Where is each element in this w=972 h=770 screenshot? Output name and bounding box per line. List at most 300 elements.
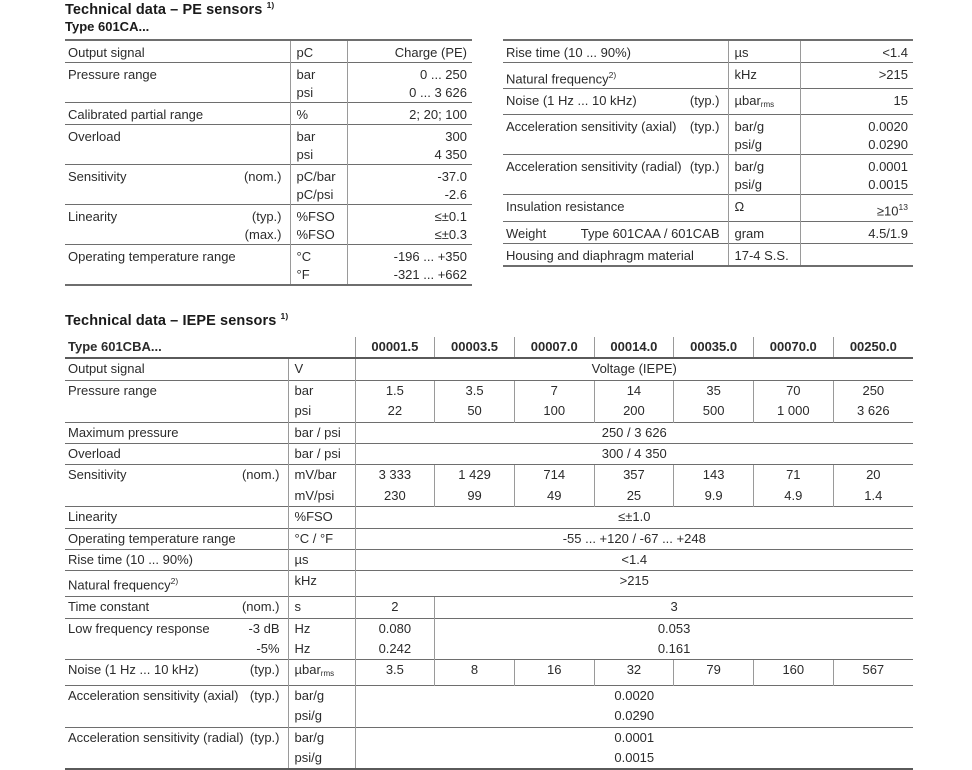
data-cell: 71 [753, 465, 833, 486]
data-cell: 0.080 [355, 618, 435, 639]
row-unit [290, 146, 347, 165]
data-cell: 567 [833, 660, 913, 685]
row-unit [288, 748, 355, 768]
row-label [65, 245, 290, 267]
value-text: -37.0 [437, 169, 467, 184]
unit-text: 17-4 S.S. [734, 247, 789, 263]
unit-text: Hz [294, 620, 311, 636]
data-cell: 49 [514, 486, 594, 507]
row-label [65, 685, 288, 706]
row-note: (max.) [244, 227, 282, 242]
row-unit [290, 186, 347, 205]
footnote-marker: 2) [608, 70, 617, 80]
data-cell: 143 [674, 465, 754, 486]
row-label-text: Acceleration sensitivity (radial) [68, 729, 244, 745]
value-text: -196 ... +350 [393, 249, 467, 264]
data-cell: 3 626 [833, 401, 913, 422]
row-unit [728, 155, 800, 177]
row-label-text: Linearity [68, 209, 118, 224]
row-label [65, 660, 288, 685]
row-label [503, 195, 728, 221]
table-row [65, 528, 913, 549]
row-label-text: Maximum pressure [68, 424, 179, 440]
row-label [503, 136, 728, 155]
iepe-column-header: 00014.0 [594, 337, 674, 358]
data-cell: 0.0001 [355, 727, 913, 748]
data-cell: 0.053 [435, 618, 913, 639]
data-cell: 1 000 [753, 401, 833, 422]
row-value [347, 146, 472, 165]
row-unit [290, 226, 347, 245]
unit-text: psi/g [294, 708, 322, 724]
row-value [800, 89, 913, 115]
row-label [65, 465, 288, 486]
table-row [503, 195, 913, 221]
row-unit [290, 205, 347, 227]
iepe-column-header: 00003.5 [435, 337, 515, 358]
row-label [65, 401, 288, 422]
unit-text: s [294, 599, 302, 615]
row-value [347, 103, 472, 125]
row-unit [288, 727, 355, 748]
unit-text: kHz [294, 573, 317, 589]
row-unit [288, 618, 355, 639]
unit-text: psi [294, 403, 312, 419]
unit-text: % [296, 107, 309, 122]
pe-section-title-text: Technical data – PE sensors [65, 1, 263, 18]
data-cell: 0.0020 [355, 685, 913, 706]
unit-text: Hz [294, 641, 311, 657]
row-note: -3 dB [248, 620, 280, 636]
unit-subscript: rms [760, 100, 775, 110]
row-unit [288, 444, 355, 465]
row-unit [288, 660, 355, 685]
data-cell: >215 [355, 571, 913, 597]
data-cell: 22 [355, 401, 435, 422]
table-row [65, 103, 472, 125]
unit-text: %FSO [296, 209, 335, 224]
table-row [65, 186, 472, 205]
pe-section-title [65, 0, 274, 18]
row-label-text: Pressure range [68, 382, 157, 398]
row-value [347, 165, 472, 187]
table-row [65, 706, 913, 727]
row-label [65, 380, 288, 401]
row-unit [290, 165, 347, 187]
unit-text: kHz [734, 67, 757, 82]
unit-text: pC [296, 45, 314, 60]
row-label-text: Overload [68, 446, 121, 462]
data-cell: 20 [833, 465, 913, 486]
table-row [65, 422, 913, 443]
value-text: <1.4 [882, 45, 908, 60]
data-cell: Voltage (IEPE) [355, 358, 913, 380]
row-label [65, 618, 288, 639]
data-cell: 2 [355, 597, 435, 618]
data-cell: 7 [514, 380, 594, 401]
data-cell: 0.242 [355, 639, 435, 660]
row-label [65, 146, 290, 165]
row-label-text: Natural frequency [506, 71, 609, 87]
iepe-section-title-text: Technical data – IEPE sensors [65, 312, 277, 329]
value-superscript: 13 [898, 202, 908, 213]
footnote-marker: 2) [170, 576, 179, 587]
row-unit [288, 685, 355, 706]
row-label-text: Time constant [68, 599, 150, 615]
table-row [65, 597, 913, 618]
row-label [503, 176, 728, 195]
table-row [65, 125, 472, 147]
data-cell: 79 [674, 660, 754, 685]
row-note: -5% [256, 641, 280, 657]
row-value [800, 176, 913, 195]
row-note: (nom.) [241, 467, 280, 483]
row-label [503, 115, 728, 137]
pe-left-table [65, 41, 472, 284]
row-unit [290, 245, 347, 267]
table-row [65, 401, 913, 422]
table-row [65, 266, 472, 284]
row-value [347, 63, 472, 85]
unit-text: °C [296, 249, 312, 264]
iepe-column-header: 00035.0 [674, 337, 754, 358]
value-text: Charge (PE) [394, 45, 467, 60]
row-value [800, 115, 913, 137]
table-row [65, 571, 913, 597]
row-unit [728, 41, 800, 63]
table-row [65, 486, 913, 507]
row-unit [288, 465, 355, 486]
table-row [503, 243, 913, 265]
row-unit [728, 176, 800, 195]
row-unit [728, 89, 800, 115]
row-unit [288, 550, 355, 571]
row-value [347, 205, 472, 227]
table-row [65, 226, 472, 245]
row-value [800, 155, 913, 177]
row-value [800, 195, 913, 221]
row-label-text: Overload [68, 129, 121, 144]
row-label [65, 125, 290, 147]
data-cell: 3 [435, 597, 913, 618]
unit-text: psi [296, 147, 314, 162]
unit-text: psi/g [734, 137, 762, 153]
row-label [65, 597, 288, 618]
data-cell: 300 / 4 350 [355, 444, 913, 465]
iepe-column-header: 00250.0 [833, 337, 913, 358]
row-label-text: Pressure range [68, 67, 157, 82]
row-value [347, 125, 472, 147]
data-cell: 99 [435, 486, 515, 507]
row-label [503, 155, 728, 177]
unit-text: bar/g [294, 687, 325, 703]
data-cell: 3.5 [435, 380, 515, 401]
row-label [65, 186, 290, 205]
data-cell: 32 [594, 660, 674, 685]
data-cell: 100 [514, 401, 594, 422]
row-label [65, 205, 290, 227]
row-label-text: Low frequency response [68, 620, 210, 636]
table-row [65, 205, 472, 227]
row-unit [290, 125, 347, 147]
row-note: (typ.) [249, 662, 280, 678]
iepe-table-wrap [65, 337, 913, 770]
row-unit [290, 84, 347, 103]
row-label [65, 165, 290, 187]
row-unit [288, 422, 355, 443]
unit-text: gram [734, 225, 765, 241]
data-cell: 8 [435, 660, 515, 685]
row-label-text: Output signal [68, 361, 145, 377]
data-cell: 160 [753, 660, 833, 685]
row-label-text: Output signal [68, 45, 145, 60]
value-text: 15 [893, 93, 908, 109]
unit-text: bar / psi [294, 424, 341, 440]
value-text: 0.0015 [868, 177, 908, 193]
row-unit [288, 528, 355, 549]
row-label-text: Sensitivity [68, 169, 127, 184]
row-note: (typ.) [689, 119, 720, 135]
value-text: 4.5/1.9 [868, 225, 908, 241]
unit-text: Ω [734, 199, 745, 215]
row-value [800, 243, 913, 265]
table-row [503, 176, 913, 195]
row-unit [288, 597, 355, 618]
row-unit [728, 195, 800, 221]
row-label [65, 84, 290, 103]
value-text: -2.6 [444, 187, 467, 202]
data-cell: 1 429 [435, 465, 515, 486]
value-text: >215 [878, 67, 908, 82]
table-row [65, 507, 913, 528]
value-text: 0.0290 [868, 137, 908, 153]
value-text: 300 [445, 129, 467, 144]
pe-right-table [503, 41, 913, 265]
table-row [65, 685, 913, 706]
unit-text: psi/g [734, 177, 762, 193]
row-note: (typ.) [689, 159, 720, 175]
table-row [65, 727, 913, 748]
unit-text: pC/bar [296, 169, 336, 184]
row-unit [728, 221, 800, 243]
row-label [65, 727, 288, 748]
unit-text: µs [294, 552, 309, 568]
unit-text: %FSO [296, 227, 335, 242]
table-row [503, 155, 913, 177]
data-cell: 3.5 [355, 660, 435, 685]
row-unit [290, 266, 347, 284]
table-row [65, 41, 472, 63]
data-cell: 3 333 [355, 465, 435, 486]
iepe-table [65, 337, 913, 768]
row-unit [290, 63, 347, 85]
row-label-text: Housing and diaphragm material [506, 247, 694, 263]
row-label [65, 41, 290, 63]
data-cell: 714 [514, 465, 594, 486]
unit-text: °F [296, 267, 310, 282]
value-text: 2; 20; 100 [409, 107, 467, 122]
row-unit [288, 507, 355, 528]
unit-text: psi [296, 85, 314, 100]
table-row [503, 63, 913, 89]
value-text: 0.0001 [868, 159, 908, 175]
row-label [65, 226, 290, 245]
value-text: ≥10 [876, 203, 899, 219]
row-label-text: Natural frequency [68, 577, 171, 593]
row-label [65, 528, 288, 549]
table-row [65, 444, 913, 465]
row-value [347, 41, 472, 63]
data-cell: 50 [435, 401, 515, 422]
row-label-text: Noise (1 Hz ... 10 kHz) [506, 93, 637, 109]
unit-text: µs [734, 45, 749, 60]
iepe-title-footnote-marker: 1) [280, 311, 289, 321]
iepe-type-header: Type 601CBA... [65, 337, 355, 358]
iepe-section-title [65, 311, 288, 329]
row-label [503, 89, 728, 115]
table-row [65, 358, 913, 380]
row-label-text: Operating temperature range [68, 249, 236, 264]
row-label [65, 571, 288, 597]
data-cell: 500 [674, 401, 754, 422]
row-note: (typ.) [689, 93, 720, 109]
iepe-header-row [65, 337, 913, 358]
row-label-text: Linearity [68, 509, 118, 525]
row-label [65, 706, 288, 727]
row-unit [288, 486, 355, 507]
data-cell: 16 [514, 660, 594, 685]
data-cell: 35 [674, 380, 754, 401]
data-cell: 250 [833, 380, 913, 401]
row-label [65, 422, 288, 443]
unit-text: bar [296, 129, 316, 144]
data-cell: 0.0015 [355, 748, 913, 768]
row-label [65, 748, 288, 768]
row-unit [290, 41, 347, 63]
row-label [503, 63, 728, 89]
row-label [503, 41, 728, 63]
data-cell: 9.9 [674, 486, 754, 507]
row-note: (nom.) [241, 599, 280, 615]
data-cell: 1.4 [833, 486, 913, 507]
unit-text: pC/psi [296, 187, 334, 202]
unit-text: °C / °F [294, 530, 334, 546]
unit-text: bar/g [734, 159, 765, 175]
table-row [65, 618, 913, 639]
row-unit [288, 358, 355, 380]
table-row [65, 245, 472, 267]
row-unit [728, 136, 800, 155]
table-row [65, 465, 913, 486]
row-value [347, 226, 472, 245]
table-row [503, 41, 913, 63]
table-row [65, 660, 913, 685]
row-sublabel: Type 601CAA / 601CAB [580, 225, 720, 241]
data-cell: 70 [753, 380, 833, 401]
data-cell: -55 ... +120 / -67 ... +248 [355, 528, 913, 549]
row-note: (typ.) [249, 729, 280, 745]
table-row [65, 165, 472, 187]
unit-text: bar [296, 67, 316, 82]
row-label-text: Rise time (10 ... 90%) [506, 45, 631, 60]
value-text: ≤±0.3 [434, 227, 467, 242]
unit-text: V [294, 361, 304, 377]
row-unit [288, 380, 355, 401]
row-value [800, 63, 913, 89]
row-unit [728, 115, 800, 137]
iepe-column-header: 00001.5 [355, 337, 435, 358]
unit-text: bar / psi [294, 446, 341, 462]
data-cell: 14 [594, 380, 674, 401]
row-value [347, 245, 472, 267]
row-label [65, 507, 288, 528]
unit-text: %FSO [294, 509, 333, 525]
row-label-text: Acceleration sensitivity (axial) [68, 687, 239, 703]
row-label [65, 639, 288, 660]
data-cell: 0.0290 [355, 706, 913, 727]
row-value [347, 186, 472, 205]
pe-right-table-wrap [503, 39, 913, 267]
unit-text: mV/psi [294, 487, 335, 503]
data-cell: 25 [594, 486, 674, 507]
row-unit [728, 243, 800, 265]
row-label-text: Acceleration sensitivity (radial) [506, 159, 682, 175]
unit-text: bar/g [734, 119, 765, 135]
row-unit [290, 103, 347, 125]
data-cell: ≤±1.0 [355, 507, 913, 528]
unit-text: µbar [734, 93, 761, 109]
table-row [503, 221, 913, 243]
row-value [347, 84, 472, 103]
row-label-text: Noise (1 Hz ... 10 kHz) [68, 662, 199, 678]
row-label [503, 221, 728, 243]
pe-left-table-wrap [65, 39, 472, 286]
unit-text: psi/g [294, 750, 322, 766]
row-label [65, 486, 288, 507]
row-label [503, 243, 728, 265]
row-unit [288, 706, 355, 727]
data-cell: 0.161 [435, 639, 913, 660]
row-note: (nom.) [243, 169, 282, 184]
value-text: 0.0020 [868, 119, 908, 135]
table-row [65, 639, 913, 660]
unit-text: bar/g [294, 729, 325, 745]
row-value [800, 41, 913, 63]
row-unit [288, 571, 355, 597]
row-label-text: Rise time (10 ... 90%) [68, 552, 193, 568]
unit-text: µbar [294, 662, 321, 678]
unit-text: mV/bar [294, 467, 337, 483]
value-text: 4 350 [434, 147, 467, 162]
row-unit [288, 401, 355, 422]
table-row [503, 115, 913, 137]
table-row [65, 550, 913, 571]
table-row [65, 748, 913, 768]
row-value [800, 136, 913, 155]
table-row [65, 380, 913, 401]
pe-type-label: Type 601CA... [65, 19, 150, 34]
row-label [65, 103, 290, 125]
row-label [65, 63, 290, 85]
row-label [65, 266, 290, 284]
data-cell: 230 [355, 486, 435, 507]
value-text: 0 ... 3 626 [409, 85, 467, 100]
value-text: 0 ... 250 [420, 67, 467, 82]
row-label-text: Weight [506, 225, 547, 241]
table-row [65, 63, 472, 85]
unit-subscript: rms [320, 669, 335, 679]
row-label [65, 358, 288, 380]
